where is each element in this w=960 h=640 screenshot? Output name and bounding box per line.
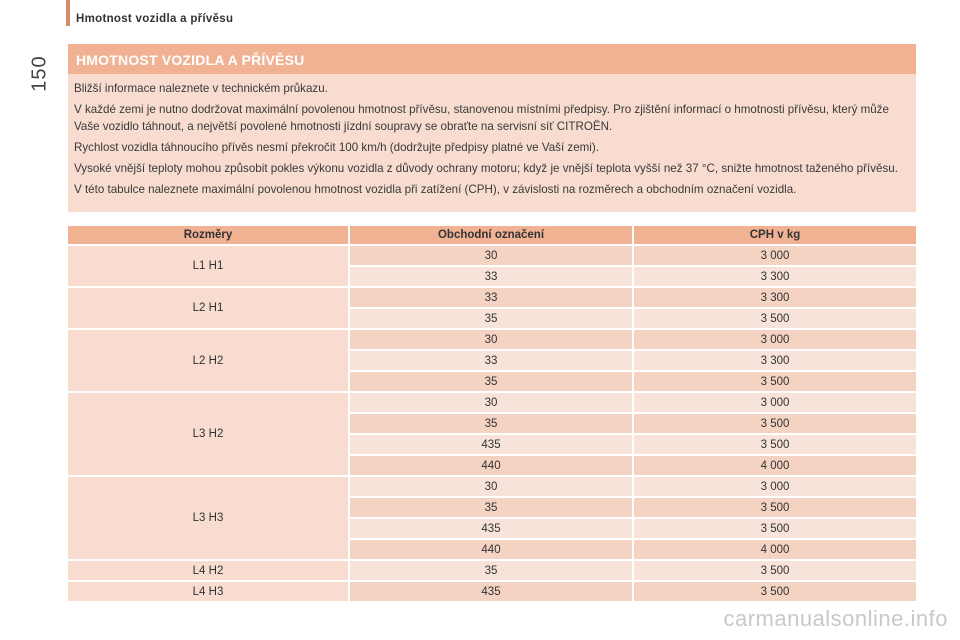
cell-cph: 4 000 [634,456,916,475]
section-body [74,80,914,202]
table-body [68,246,916,601]
cell-cph: 3 300 [634,288,916,307]
cell-oznaceni: 435 [350,435,634,454]
cell-rozmer: L2 H2 [68,330,350,391]
header-accent-bar [66,0,70,26]
table-row [68,582,916,601]
cell-cph: 3 000 [634,393,916,412]
cell-oznaceni: 35 [350,498,634,517]
table-header-row [68,226,916,244]
page-header-title: Hmotnost vozidla a přívěsu [76,13,234,25]
cell-oznaceni: 33 [350,267,634,286]
cell-cph: 3 300 [634,351,916,370]
cell-oznaceni: 35 [350,309,634,328]
watermark: carmanualsonline.info [723,606,948,631]
cell-cph: 3 500 [634,498,916,517]
cell-rozmer: L4 H3 [68,582,350,601]
cell-oznaceni: 35 [350,561,634,580]
cell-rozmer: L2 H1 [68,288,350,328]
table-row [68,561,916,580]
cell-cph: 3 500 [634,372,916,391]
cell-cph: 3 000 [634,330,916,349]
section-title: HMOTNOST VOZIDLA A PŘÍVĚSU [68,44,916,74]
cell-oznaceni: 30 [350,393,634,412]
paragraph: V každé zemi je nutno dodržovat maximální povolenou hmotnost přívěsu, stanovenou místními předpisy. Pro zjištění informací o hmotnosti přívěsu, který může Vaše vozidlo táhnout, a největší povolené hmotnosti jízdní soupravy se obraťte na servisní síť CITROËN. [74,103,889,133]
cell-cph: 3 500 [634,561,916,580]
weight-table [68,224,916,603]
cell-cph: 4 000 [634,540,916,559]
cell-oznaceni: 33 [350,351,634,370]
table-row [68,246,916,265]
page-number: 150 [28,55,51,92]
cell-rozmer: L4 H2 [68,561,350,580]
table-row [68,288,916,307]
cell-oznaceni: 435 [350,519,634,538]
cell-oznaceni: 35 [350,414,634,433]
cell-rozmer: L3 H3 [68,477,350,559]
cell-rozmer: L1 H1 [68,246,350,286]
column-header-rozmery: Rozměry [68,226,350,244]
cell-oznaceni: 30 [350,477,634,496]
paragraph: Vysoké vnější teploty mohou způsobit pokles výkonu vozidla z důvody ochrany motoru; když je vnější teplota vyšší než 37 °C, snižte hmotnost taženého přívěsu. [74,162,898,175]
cell-rozmer: L3 H2 [68,393,350,475]
cell-cph: 3 500 [634,582,916,601]
cell-oznaceni: 33 [350,288,634,307]
table-row [68,330,916,349]
table-row [68,477,916,496]
info-section [68,44,916,212]
cell-oznaceni: 440 [350,540,634,559]
cell-cph: 3 500 [634,435,916,454]
column-header-oznaceni: Obchodní označení [350,226,634,244]
paragraph: Bližší informace naleznete v technickém průkazu. [74,82,328,95]
column-header-cph: CPH v kg [634,226,916,244]
cell-cph: 3 300 [634,267,916,286]
paragraph: Rychlost vozidla táhnoucího přívěs nesmí překročit 100 km/h (dodržujte předpisy platné ve Vaší zemi). [74,141,599,154]
cell-oznaceni: 30 [350,330,634,349]
cell-cph: 3 000 [634,246,916,265]
cell-cph: 3 500 [634,414,916,433]
cell-cph: 3 000 [634,477,916,496]
cell-cph: 3 500 [634,519,916,538]
table-row [68,393,916,412]
cell-oznaceni: 35 [350,372,634,391]
cell-oznaceni: 440 [350,456,634,475]
cell-oznaceni: 30 [350,246,634,265]
cell-cph: 3 500 [634,309,916,328]
paragraph: V této tabulce naleznete maximální povolenou hmotnost vozidla při zatížení (CPH), v závislosti na rozměrech a obchodním označení vozidla. [74,183,797,196]
cell-oznaceni: 435 [350,582,634,601]
